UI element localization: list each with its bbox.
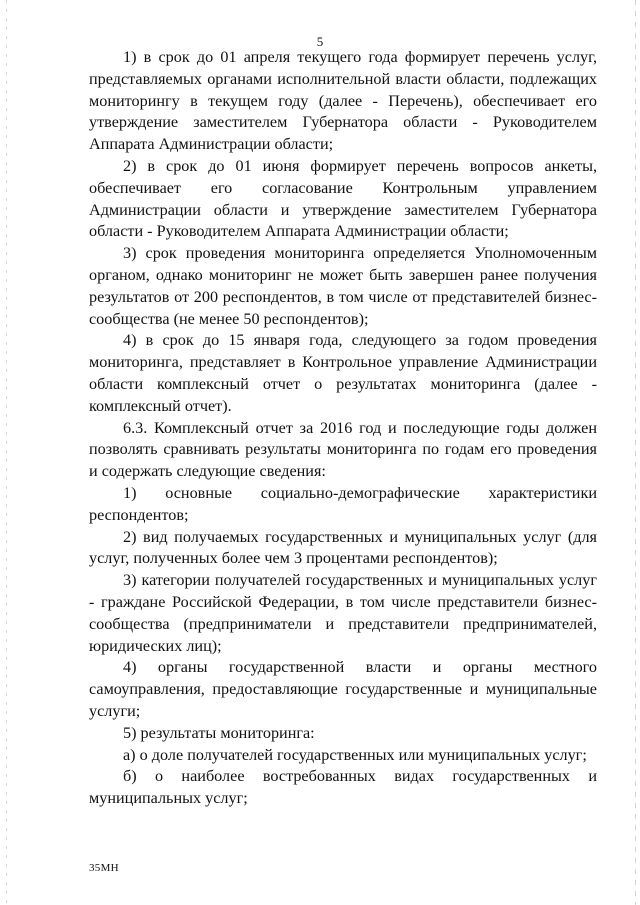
document-body [89, 47, 597, 810]
page-number: 5 [316, 34, 324, 49]
paragraph-sub-5: 5) результаты мониторинга: [123, 723, 315, 742]
paragraph-sub-5a: а) о доле получателей государственных или муниципальных услуг; [123, 745, 587, 764]
paragraph-item-4: 4) в срок до 15 января года, следующего за годом проведения мониторинга, представляет в Контрольное управление Администрации области комплексный отчет о результатах мониторинга (далее - комплексный отчет). [89, 331, 597, 415]
paragraph-sub-1: 1) основные социально-демографические характеристики респондентов; [89, 483, 597, 524]
paragraph-sub-3: 3) категории получателей государственных и муниципальных услуг - граждане Российской Федерации, в том числе представители бизнес-сообщества (предприниматели и представители предпринимателей, юридических лиц); [89, 571, 597, 655]
paragraph-item-3: 3) срок проведения мониторинга определяется Уполномоченным органом, однако мониторинг не может быть завершен ранее получения результатов от 200 респондентов, в том числе от представителей бизнес-сообщества (не менее 50 респондентов); [89, 244, 597, 328]
paragraph-sub-5b: б) о наиболее востребованных видах государственных и муниципальных услуг; [89, 767, 597, 808]
scan-edge-right [635, 0, 636, 905]
footer-document-code: 35МН [89, 862, 119, 874]
paragraph-item-2: 2) в срок до 01 июня формирует перечень вопросов анкеты, обеспечивает его согласование Контрольным управлением Администрации области и утверждение заместителем Губернатора области - Руководителем Аппарата Администрации области; [89, 156, 597, 241]
paragraph-item-1: 1) в срок до 01 апреля текущего года формирует перечень услуг, представляемых органами исполнительной власти области, подлежащих мониторингу в текущем году (далее - Перечень), обеспечивает его утверждение заместителем Губернатора области - Руководителем Аппарата Администрации области; [89, 48, 597, 154]
scan-edge-left [6, 0, 7, 905]
paragraph-sub-4: 4) органы государственной власти и органы местного самоуправления, предоставляющие государственные и муниципальные услуги; [89, 658, 597, 720]
paragraph-sub-2: 2) вид получаемых государственных и муниципальных услуг (для услуг, полученных более чем 3 процентами респондентов); [89, 527, 597, 568]
paragraph-section-6-3: 6.3. Комплексный отчет за 2016 год и последующие годы должен позволять сравнивать результаты мониторинга по годам его проведения и содержать следующие сведения: [89, 418, 597, 481]
